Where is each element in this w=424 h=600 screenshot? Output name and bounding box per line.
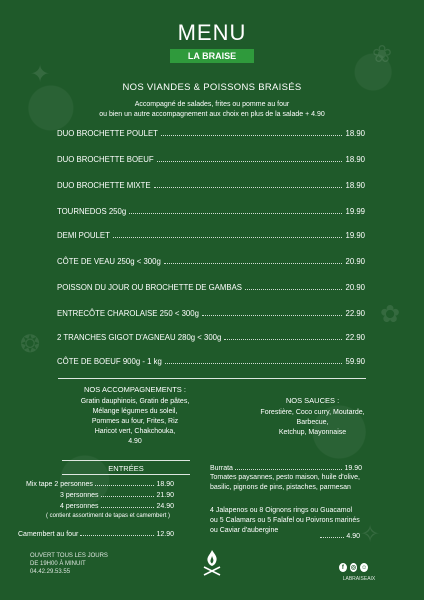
burrata-name: Burrata — [210, 465, 233, 472]
sauces-line: Forestière, Coco curry, Moutarde, — [260, 409, 365, 416]
menu-item-name: TOURNEDOS 250g — [57, 207, 127, 216]
entree-name: 4 personnes — [60, 503, 99, 510]
menu-item-name: DUO BROCHETTE BOEUF — [57, 155, 154, 164]
accompagnements-title: NOS ACCOMPAGNEMENTS : — [84, 385, 186, 394]
menu-item-price: 20.90 — [345, 283, 365, 292]
tapas-description — [210, 506, 390, 536]
entree-row — [26, 478, 174, 488]
dot-leader — [101, 507, 155, 508]
doodle-icon: ✦ — [30, 61, 51, 88]
facebook-icon[interactable]: f — [339, 563, 347, 572]
menu-item-price: 18.90 — [345, 129, 365, 138]
section-subtitle: ou bien un autre accompagnement aux choix en plus de la salade + 4.90 — [99, 111, 325, 118]
accompagnements-line: Haricot vert, Chakchouka, — [94, 428, 176, 435]
sauces-title: NOS SAUCES : — [285, 396, 340, 405]
dot-leader — [154, 187, 343, 188]
menu-item — [57, 178, 365, 190]
instagram-icon[interactable]: ◎ — [350, 565, 357, 571]
burrata-price: 19.90 — [344, 465, 362, 472]
doodle-icon: ❀ — [372, 41, 393, 68]
menu-item-name: DUO BROCHETTE MIXTE — [57, 181, 151, 190]
opening-line: DE 19H00 À MINUIT — [30, 561, 86, 567]
menu-item-price: 19.90 — [345, 231, 365, 240]
dot-leader — [129, 213, 342, 214]
sauces-line: Ketchup, Mayonnaise — [278, 429, 347, 436]
menu-item-name: POISSON DU JOUR OU BROCHETTE DE GAMBAS — [57, 283, 242, 292]
menu-item — [57, 330, 365, 342]
section-subtitle: Accompagné de salades, frites ou pomme au four — [134, 101, 290, 108]
menu-item — [57, 228, 365, 240]
entree-name: Camembert au four — [18, 531, 79, 538]
entree-row — [18, 528, 174, 538]
menu-item-price: 22.90 — [345, 309, 365, 318]
accompagnements-line: Mélange légumes du soleil, — [92, 408, 178, 415]
divider — [62, 474, 190, 475]
burrata-description — [210, 473, 390, 493]
tapas-line: ou 5 Calamars ou 5 Falafel ou Poivrons marinés — [210, 517, 360, 524]
dot-leader — [224, 339, 342, 340]
dot-leader — [245, 289, 343, 290]
entree-row — [60, 500, 174, 510]
burrata-line: basilic, pignons de pins, pistaches, parmesan — [210, 484, 351, 491]
menu-item-name: DUO BROCHETTE POULET — [57, 129, 158, 138]
menu-item-name: ENTRECÔTE CHAROLAISE 250 < 300g — [57, 309, 199, 318]
flame-grill-icon — [200, 548, 224, 578]
menu-item-name: CÔTE DE VEAU 250g < 300g — [57, 257, 161, 266]
doodle-icon: ✿ — [380, 301, 401, 328]
tapas-price-row — [320, 530, 360, 540]
phone-number: 04.42.29.53.55 — [30, 569, 71, 575]
menu-item-name: DEMI POULET — [57, 231, 110, 240]
menu-item — [57, 126, 365, 138]
entree-price: 18.90 — [156, 481, 174, 488]
menu-item — [57, 280, 365, 292]
menu-header — [0, 20, 424, 64]
dot-leader — [80, 535, 154, 536]
divider — [62, 460, 190, 461]
dot-leader — [235, 469, 343, 470]
entree-name: 3 personnes — [60, 492, 99, 499]
doodle-icon: ✧ — [360, 521, 381, 548]
tapas-price: 4.90 — [346, 533, 360, 540]
menu-title: MENU — [177, 20, 247, 45]
opening-hours — [30, 552, 140, 576]
menu-item-price: 19.99 — [345, 207, 365, 216]
entree-price: 21.90 — [156, 492, 174, 499]
accompagnements-price: 4.90 — [128, 438, 142, 445]
menu-item-name: CÔTE DE BOEUF 900g - 1 kg — [57, 357, 162, 366]
entree-price: 12.90 — [156, 531, 174, 538]
menu-item — [57, 254, 365, 266]
burrata-row — [210, 462, 362, 472]
menu-item — [57, 354, 365, 366]
dot-leader — [320, 537, 344, 538]
accompagnements-line: Gratin dauphinois, Gratin de pâtes, — [80, 398, 190, 405]
entree-row — [60, 489, 174, 499]
dot-leader — [164, 263, 343, 264]
dot-leader — [157, 161, 343, 162]
menu-item — [57, 204, 365, 216]
snapchat-icon[interactable]: ☺ — [361, 564, 368, 571]
accompagnements-list — [40, 397, 230, 447]
tapas-line: ou Caviar d'aubergine — [210, 527, 279, 534]
entree-price: 24.90 — [156, 503, 174, 510]
entrees-title: ENTRÉES — [108, 464, 144, 473]
section-title: NOS VIANDES & POISSONS BRAISÉS — [122, 82, 302, 93]
menu-item-price: 18.90 — [345, 181, 365, 190]
divider — [58, 378, 366, 379]
dot-leader — [161, 135, 343, 136]
menu-item-price: 59.90 — [345, 357, 365, 366]
dot-leader — [101, 496, 155, 497]
entrees-note: ( contient assortiment de tapas et camembert ) — [45, 513, 171, 519]
menu-item — [57, 152, 365, 164]
entree-name: Mix tape 2 personnes — [26, 481, 93, 488]
menu-item-price: 20.90 — [345, 257, 365, 266]
dot-leader — [113, 237, 343, 238]
burrata-line: Tomates paysannes, pesto maison, huile d'olive, — [210, 474, 360, 481]
sauces-list — [230, 408, 395, 438]
social-handle: LABRAISEAIX — [342, 576, 376, 582]
tapas-line: 4 Jalapenos ou 8 Oignons rings ou Guacamol — [210, 507, 353, 514]
menu-item-price: 22.90 — [345, 333, 365, 342]
dot-leader — [165, 363, 343, 364]
doodle-icon: ❂ — [20, 331, 41, 358]
menu-item-price: 18.90 — [345, 155, 365, 164]
sauces-line: Barbecue, — [296, 419, 329, 426]
dot-leader — [95, 485, 155, 486]
accompagnements-line: Pommes au four, Frites, Riz — [91, 418, 179, 425]
dot-leader — [202, 315, 343, 316]
brand-banner: LA BRAISE — [170, 49, 254, 63]
menu-item-name: 2 TRANCHES GIGOT D'AGNEAU 280g < 300g — [57, 333, 222, 342]
opening-line: OUVERT TOUS LES JOURS — [30, 553, 108, 559]
menu-item — [57, 306, 365, 318]
